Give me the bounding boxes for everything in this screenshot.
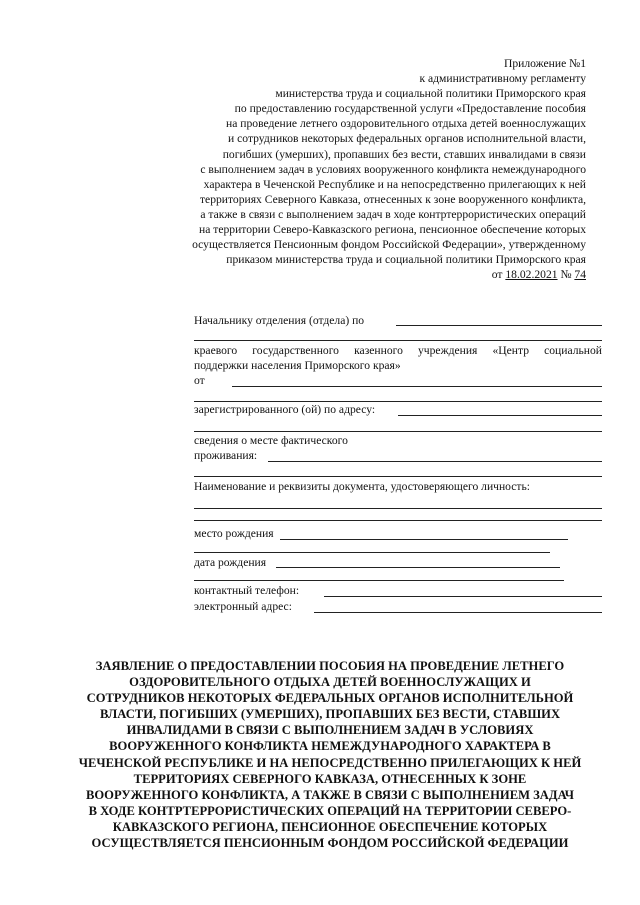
annex-line: приказом министерства труда и социальной политики Приморского края xyxy=(226,253,586,267)
email-label: электронный адрес: xyxy=(194,600,292,613)
registered-field-line[interactable] xyxy=(398,415,602,416)
annex-date-line xyxy=(90,267,586,282)
head-field-line-2[interactable] xyxy=(194,340,602,341)
annex-line: погибших (умерших), пропавших без вести, ставших инвалидами в связи xyxy=(222,147,586,161)
annex-line: территориях Северного Кавказа, отнесенных к зоне вооруженного конфликта, xyxy=(199,192,586,206)
birthdate-label: дата рождения xyxy=(194,556,267,569)
title-line: ВЛАСТИ, ПОГИБШИХ (УМЕРШИХ), ПРОПАВШИХ БЕЗ ВЕСТИ, СТАВШИХ xyxy=(99,707,561,722)
annex-header xyxy=(90,56,586,282)
birthdate-field-line-2[interactable] xyxy=(194,580,564,581)
title-line: СОТРУДНИКОВ НЕКОТОРЫХ ФЕДЕРАЛЬНЫХ ОРГАНОВ ИСПОЛНИТЕЛЬНОЙ xyxy=(86,691,574,706)
date-prefix: от xyxy=(491,268,506,282)
birthdate-field-line[interactable] xyxy=(276,567,560,568)
phone-field-line[interactable] xyxy=(324,596,602,597)
title-line: ОЗДОРОВИТЕЛЬНОГО ОТДЫХА ДЕТЕЙ ВОЕННОСЛУЖАЩИХ И xyxy=(129,675,531,690)
annex-line: осуществляется Пенсионным фондом Российской Федерации», утвержденному xyxy=(192,238,586,252)
actual-residence-label-1: сведения о месте фактического xyxy=(194,434,348,447)
from-field-line[interactable] xyxy=(232,386,602,387)
registered-label: зарегистрированного (ой) по адресу: xyxy=(194,403,376,416)
email-field-line[interactable] xyxy=(314,612,602,613)
document-label: Наименование и реквизиты документа, удостоверяющего личность: xyxy=(194,480,530,493)
annex-line: министерства труда и социальной политики Приморского края xyxy=(275,87,586,101)
annex-number: 74 xyxy=(574,268,586,282)
birthplace-label: место рождения xyxy=(194,527,274,540)
actual-residence-field-line[interactable] xyxy=(268,461,602,462)
title-line: КАВКАЗСКОГО РЕГИОНА, ПЕНСИОННОЕ ОБЕСПЕЧЕНИЕ КОТОРЫХ xyxy=(112,819,548,834)
annex-line: по предоставлению государственной услуги «Предоставление пособия xyxy=(234,102,586,116)
birthplace-field-line-2[interactable] xyxy=(194,552,550,553)
document-field-line[interactable] xyxy=(194,508,602,509)
title-line: ВООРУЖЕННОГО КОНФЛИКТА, А ТАКЖЕ В СВЯЗИ С ВЫПОЛНЕНИЕМ ЗАДАЧ xyxy=(85,787,574,802)
annex-line: Приложение №1 xyxy=(504,57,586,70)
head-field-line[interactable] xyxy=(396,325,602,326)
institution-line-2: поддержки населения Приморского края» xyxy=(194,359,401,372)
annex-line: с выполнением задач в условиях вооруженного конфликта немеждународного xyxy=(200,162,586,176)
title-line: ТЕРРИТОРИЯХ СЕВЕРНОГО КАВКАЗА, ОТНЕСЕННЫХ К ЗОНЕ xyxy=(133,771,527,786)
annex-date: 18.02.2021 xyxy=(505,268,558,282)
title-line: ОСУЩЕСТВЛЯЕТСЯ ПЕНСИОННЫМ ФОНДОМ РОССИЙСКОЙ ФЕДЕРАЦИИ xyxy=(91,836,569,851)
title-line: ИНВАЛИДАМИ В СВЯЗИ С ВЫПОЛНЕНИЕМ ЗАДАЧ В УСЛОВИЯХ xyxy=(126,723,534,738)
birthplace-field-line[interactable] xyxy=(280,539,568,540)
from-label: от xyxy=(194,374,205,387)
document-field-line-2[interactable] xyxy=(194,520,602,521)
actual-residence-label-2: проживания: xyxy=(194,449,258,462)
title-line: В ХОДЕ КОНТРТЕРРОРИСТИЧЕСКИХ ОПЕРАЦИЙ НА ТЕРРИТОРИИ СЕВЕРО- xyxy=(88,803,572,818)
title-line: ЗАЯВЛЕНИЕ О ПРЕДОСТАВЛЕНИИ ПОСОБИЯ НА ПРОВЕДЕНИЕ ЛЕТНЕГО xyxy=(95,659,565,673)
title-line: ВООРУЖЕННОГО КОНФЛИКТА НЕМЕЖДУНАРОДНОГО ХАРАКТЕРА В xyxy=(109,739,551,754)
title-line: ЧЕЧЕНСКОЙ РЕСПУБЛИКЕ И НА НЕПОСРЕДСТВЕННО ПРИЛЕГАЮЩИХ К НЕЙ xyxy=(78,755,582,770)
number-prefix: № xyxy=(557,268,575,282)
annex-line: характера в Чеченской Республике и на непосредственно прилегающих к ней xyxy=(203,177,586,191)
head-label: Начальнику отделения (отдела) по xyxy=(194,314,365,327)
actual-residence-field-line-2[interactable] xyxy=(194,476,602,477)
annex-line: к административному регламенту xyxy=(419,72,586,86)
phone-label: контактный телефон: xyxy=(194,584,300,597)
annex-line: и сотрудников некоторых федеральных органов исполнительной власти, xyxy=(228,132,586,146)
annex-line: а также в связи с выполнением задач в ходе контртеррористических операций xyxy=(200,207,586,221)
annex-line: на территории Северо-Кавказского региона, пенсионное обеспечение которых xyxy=(199,223,586,237)
application-title xyxy=(70,658,590,851)
institution-line-1: краевого государственного казенного учреждения «Центр социальной xyxy=(194,344,602,357)
annex-line: на проведение летнего оздоровительного отдыха детей военнослужащих xyxy=(226,117,586,131)
registered-field-line-2[interactable] xyxy=(194,431,602,432)
